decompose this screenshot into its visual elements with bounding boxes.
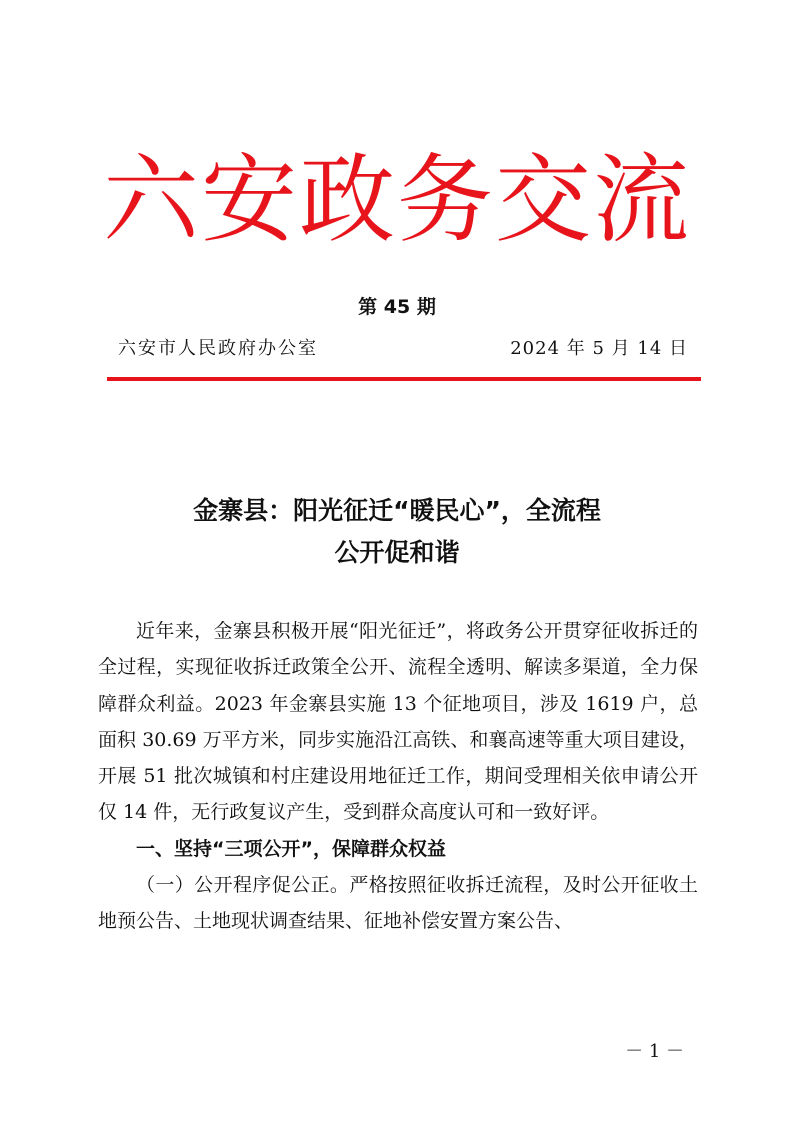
section-heading: 一、坚持“三项公开”，保障群众权益 (136, 837, 446, 860)
page-number: － 1 － (625, 1041, 684, 1062)
sub-paragraph: （一）公开程序促公正。严格按照征收拆迁流程，及时公开征收土地预公告、土地现状调查结果、征地补偿安置方案公告、 (98, 874, 698, 933)
red-divider-line (107, 377, 701, 381)
article-title-line-2: 公开促和谐 (334, 538, 460, 567)
body-paragraph: 近年来，金寨县积极开展“阳光征迁”，将政务公开贯穿征收拆迁的全过程，实现征收拆迁政策全公开、流程全透明、解读多渠道，全力保障群众利益。2023 年金寨县实施 13 个征地项目，涉及 1619 户，总面积 30.69 万平方米，同步实施沿江高铁、和襄高速等重大项目建设，开展 51 批次城镇和村庄建设用地征迁工作，期间受理相关依申请公开仅 14 件，无行政复议产生，受到群众高度认可和一致好评。 (98, 620, 698, 824)
issue-number: 第 45 期 (358, 296, 436, 318)
article-title (0, 490, 794, 574)
issue-date: 2024 年 5 月 14 日 (510, 338, 688, 359)
issuing-office: 六安市人民政府办公室 (118, 338, 318, 359)
article-title-line-1: 金寨县：阳光征迁“暖民心”，全流程 (193, 496, 601, 525)
masthead-title: 六安政务交流 (103, 144, 691, 256)
article-body (98, 613, 698, 940)
